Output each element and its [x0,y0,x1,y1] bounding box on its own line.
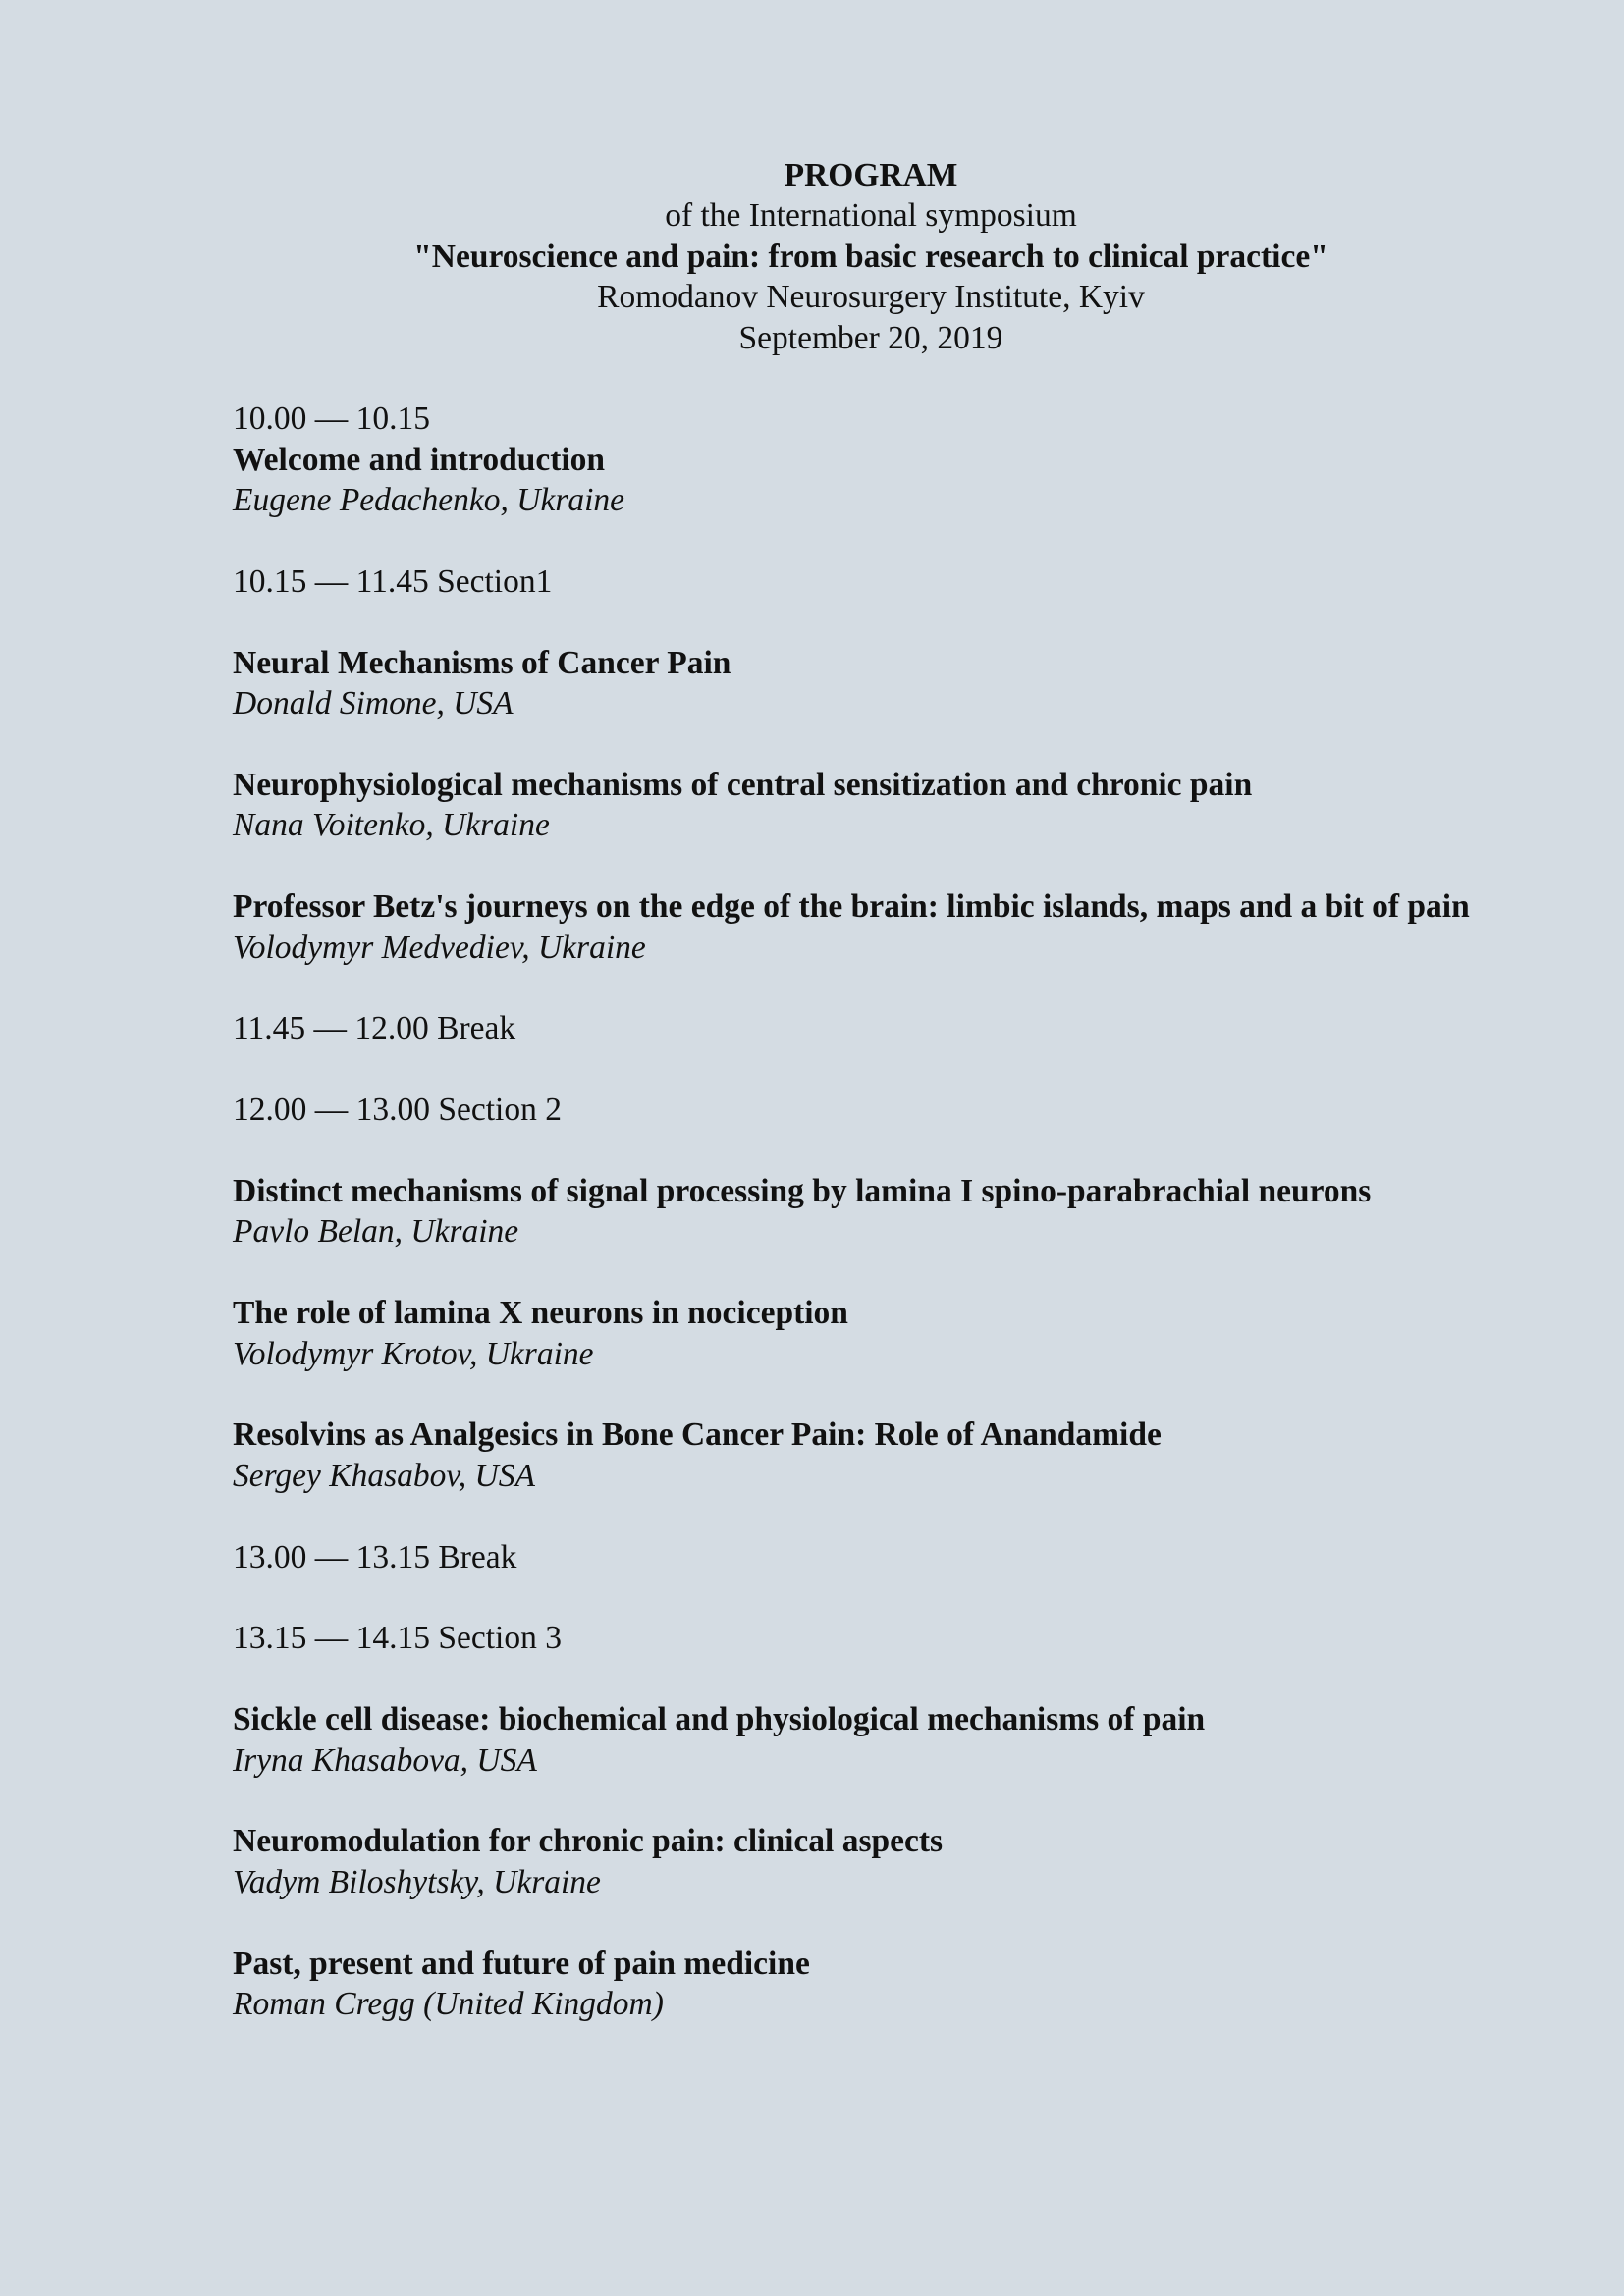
talk-speaker: Iryna Khasabova, USA [233,1741,537,1779]
talk-title: Neurophysiological mechanisms of central sensitization and chronic pain [233,767,1253,804]
section-2-heading: 12.00 — 13.00 Section 2 [233,1092,562,1129]
talk-speaker: Nana Voitenko, Ukraine [233,807,550,844]
talk-item [233,1171,1509,1253]
welcome-block [233,399,1509,520]
talk-speaker: Volodymyr Medvediev, Ukraine [233,929,646,966]
program-header [233,155,1509,358]
talk-item [233,886,1509,968]
break-2: 13.00 — 13.15 Break [233,1538,517,1575]
talk-item [233,1944,1509,2025]
talk-speaker: Roman Cregg (United Kingdom) [233,1986,664,2023]
program-title: PROGRAM [784,157,958,193]
talk-speaker: Volodymyr Krotov, Ukraine [233,1335,594,1372]
talk-title: Past, present and future of pain medicine [233,1945,810,1982]
venue: Romodanov Neurosurgery Institute, Kyiv [597,279,1145,316]
talk-speaker: Donald Simone, USA [233,685,514,722]
talk-title: Sickle cell disease: biochemical and physiological mechanisms of pain [233,1701,1206,1738]
time-slot: 10.00 — 10.15 [233,400,430,438]
talk-item [233,1415,1509,1496]
talk-title: Welcome and introduction [233,441,606,478]
talk-speaker: Eugene Pedachenko, Ukraine [233,482,625,519]
talk-speaker: Vadym Biloshytsky, Ukraine [233,1863,601,1900]
talk-item [233,1821,1509,1902]
talk-item [233,1699,1509,1781]
talk-item [233,1293,1509,1374]
break-1: 11.45 — 12.00 Break [233,1010,516,1047]
talk-speaker: Pavlo Belan, Ukraine [233,1213,519,1251]
talk-title: Professor Betz's journeys on the edge of the brain: limbic islands, maps and a bit of pain [233,888,1470,926]
section-1-heading: 10.15 — 11.45 Section1 [233,563,553,601]
talk-title: Neural Mechanisms of Cancer Pain [233,644,731,681]
talk-item [233,765,1509,846]
symposium-name: "Neuroscience and pain: from basic research to clinical practice" [413,238,1328,275]
talk-title: Resolvins as Analgesics in Bone Cancer Pain: Role of Anandamide [233,1416,1162,1454]
talk-title: The role of lamina X neurons in nociception [233,1295,848,1332]
program-document [233,155,1509,2024]
talk-item [233,643,1509,724]
talk-title: Neuromodulation for chronic pain: clinical aspects [233,1823,944,1860]
talk-speaker: Sergey Khasabov, USA [233,1457,535,1494]
event-date: September 20, 2019 [738,319,1003,356]
program-subtitle: of the International symposium [665,197,1077,235]
section-3-heading: 13.15 — 14.15 Section 3 [233,1620,562,1657]
talk-title: Distinct mechanisms of signal processing by lamina I spino-parabrachial neurons [233,1173,1372,1210]
